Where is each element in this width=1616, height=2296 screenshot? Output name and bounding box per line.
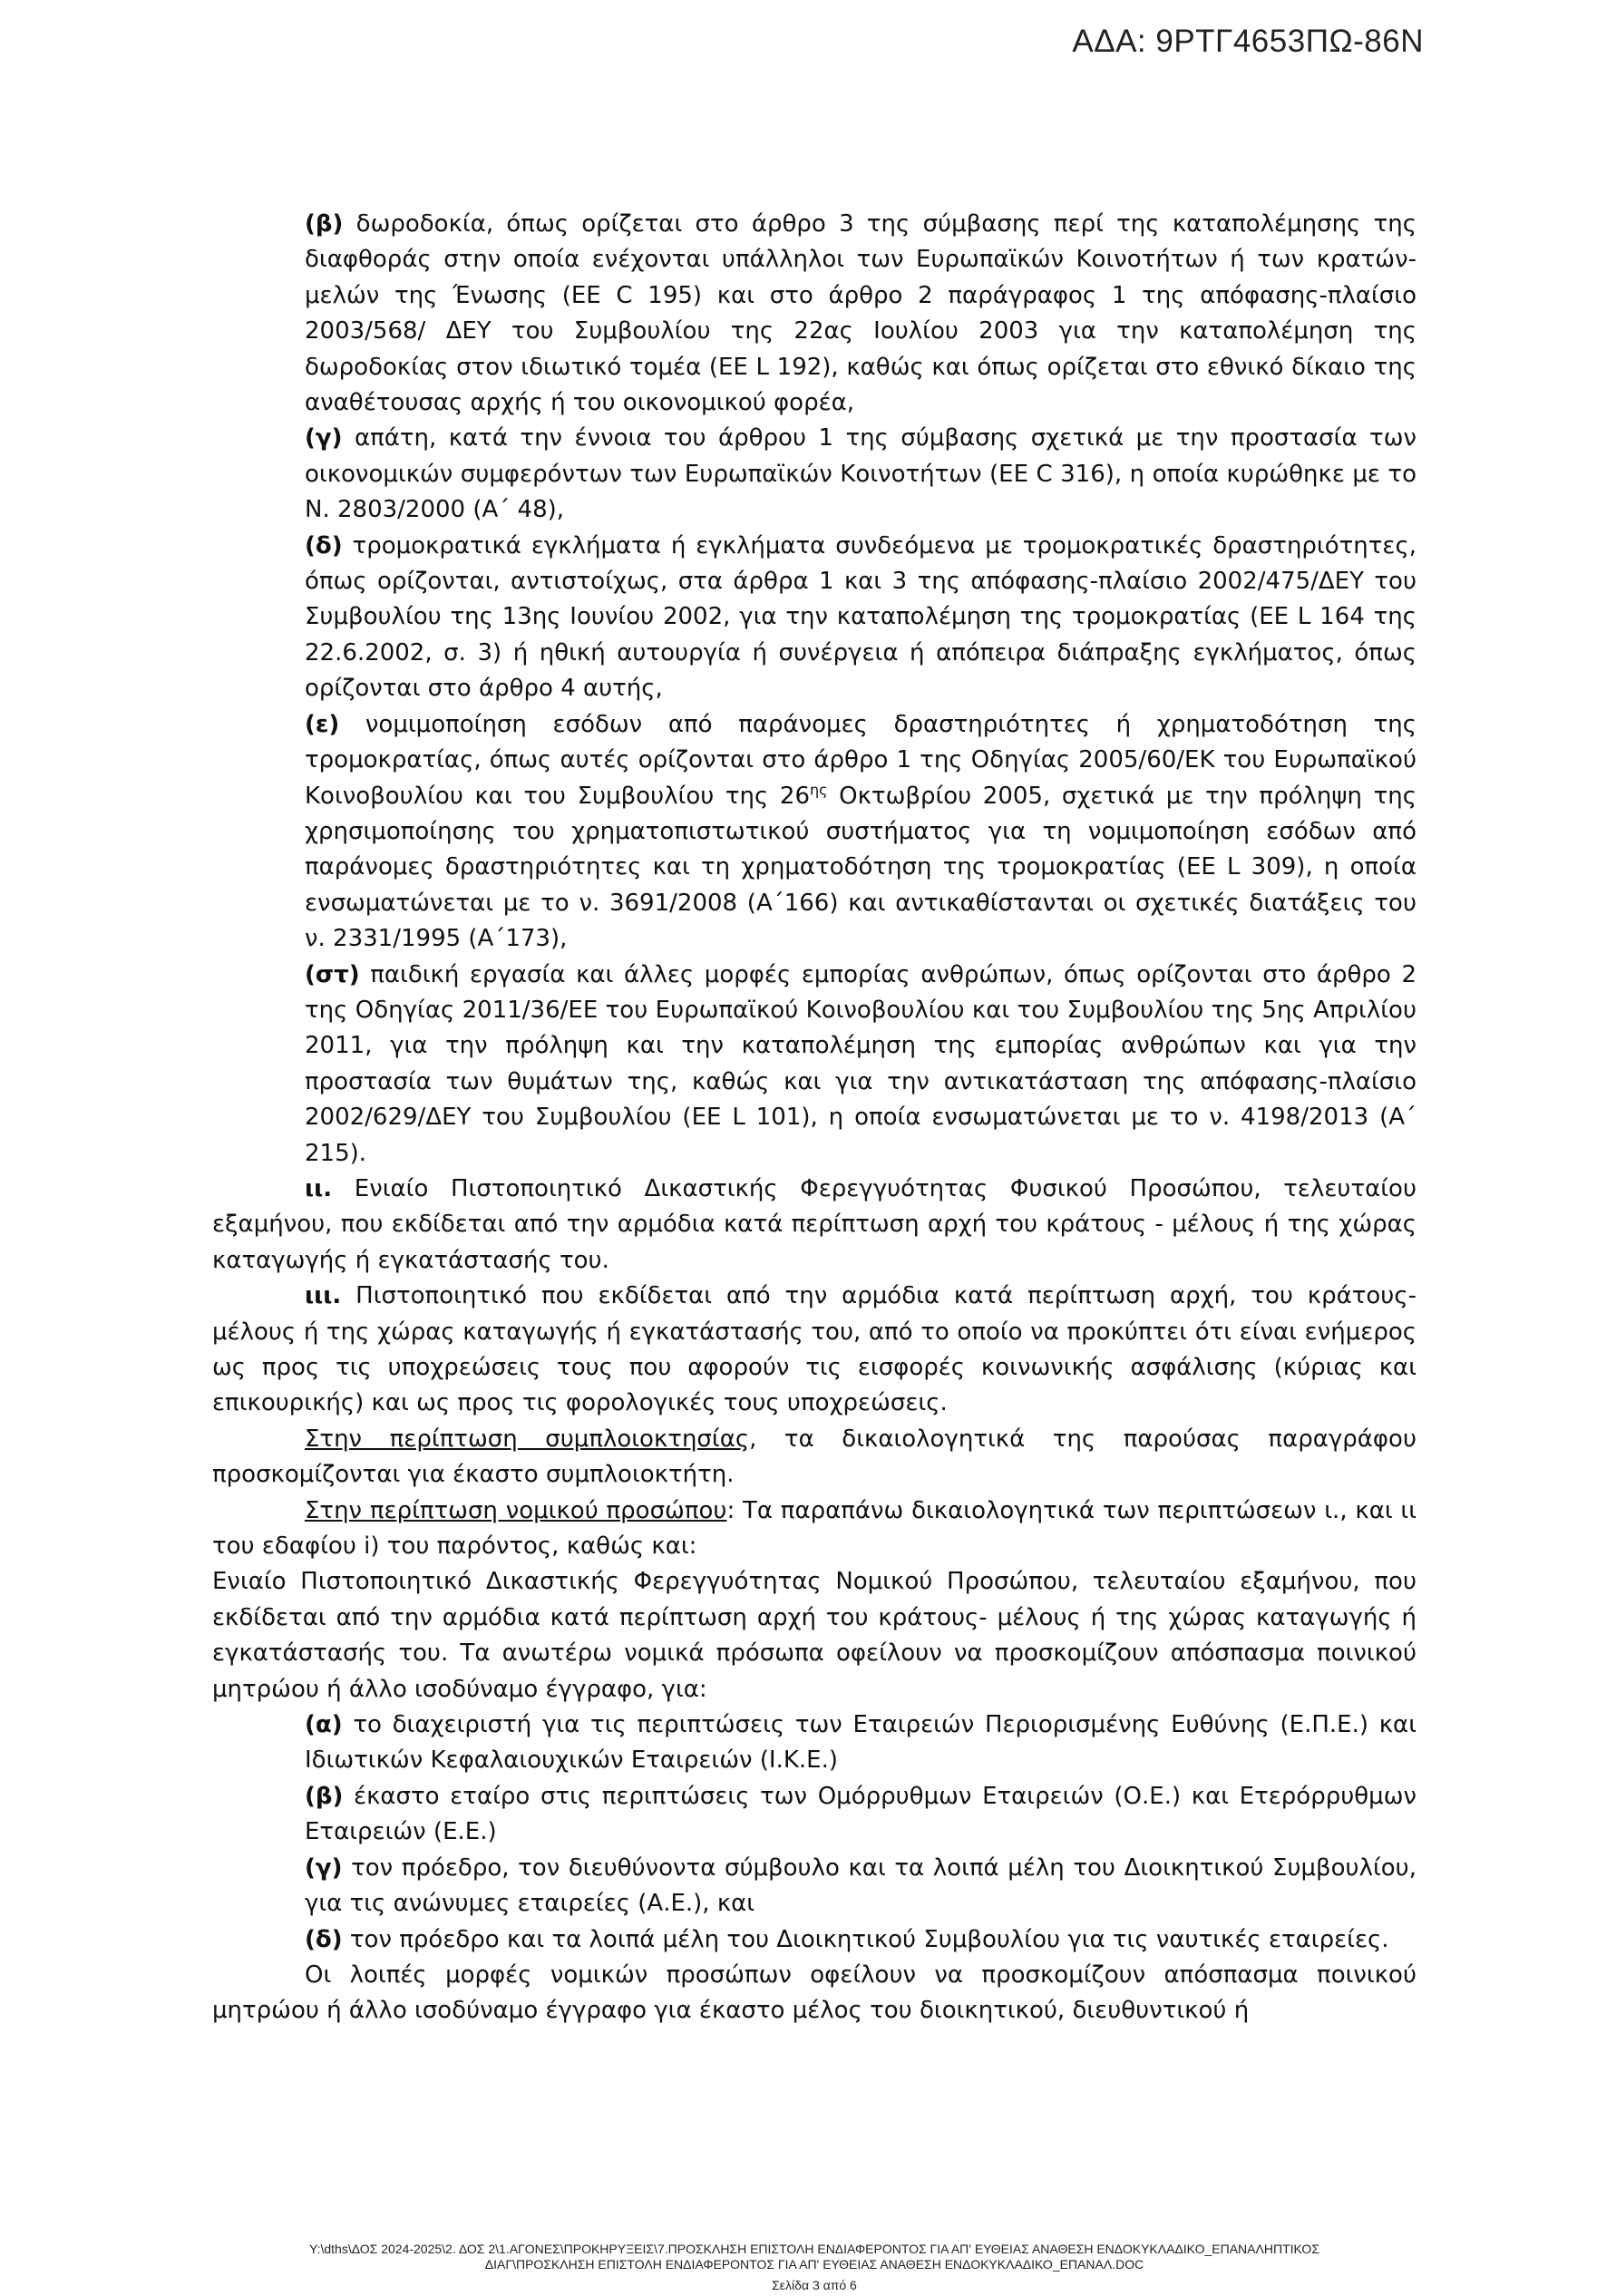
paragraph-legal-entity [212,1493,1416,1565]
item-text: τον πρόεδρο και τα λοιπά μέλη του Διοικητικού Συμβουλίου για τις ναυτικές εταιρείες. [342,1925,1389,1953]
item-text: τρομοκρατικά εγκλήματα ή εγκλήματα συνδεόμενα με τρομοκρατικές δραστηριότητες, όπως ορίζονται, αντιστοίχως, στα άρθρα 1 και 3 της απόφασης-πλαίσιο 2002/475/ΔΕΥ του Συμβουλίου της 13ης Ιουνίου 2002, για την καταπολέμηση της τρομοκρατίας (ΕΕ L 164 της 22.6.2002, σ. 3) ή ηθική αυτουργία ή συνέργεια ή απόπειρα διάπραξης εγκλήματος, όπως ορίζονται στο άρθρο 4 αυτής, [305,531,1416,703]
paragraph-ii [212,1172,1416,1279]
footer-file-path [212,2242,1416,2272]
document-body [212,207,1416,2029]
paragraph-text: Ενιαίο Πιστοποιητικό Δικαστικής Φερεγγυότητας Φυσικού Προσώπου, τελευταίου εξαμήνου, που εκδίδεται από την αρμόδια κατά περίπτωση αρχή του κράτους - μέλους ή της χώρας καταγωγής ή εγκατάστασής του. [212,1174,1416,1274]
item-text: νομιμοποίηση εσόδων από παράνομες δραστηριότητες ή χρηματοδότηση της τρομοκρατίας, όπως αυτές ορίζονται στο άρθρο 1 της Οδηγίας 2005/60/ΕΚ του Ευρωπαϊκού Κοινοβουλίου και του Συμβουλίου της 26 [305,710,1416,810]
item-b [212,207,1416,421]
paragraph-co-ownership [212,1422,1416,1493]
underlined-heading: Στην περίπτωση νομικού προσώπου [305,1496,727,1524]
item-marker: (γ) [305,424,343,452]
item-text: Οκτωβρίου 2005, σχετικά με την πρόληψη της χρησιμοποίησης του χρηματοπιστωτικού συστήματος για τη νομιμοποίηση εσόδων από παράνομες δραστηριότητες και τη χρηματοδότηση της τρομοκρατίας (ΕΕ L 309), η οποία ενσωματώνεται με το ν. 3691/2008 (Α΄166) και αντικαθίστανται οι σχετικές διατάξεις του ν. 2331/1995 (Α΄173), [305,782,1416,953]
footer-path-line: Y:\dths\ΔΟΣ 2024-2025\2. ΔΟΣ 2\1.ΑΓΟΝΕΣ\ΠΡΟΚΗΡΥΞΕΙΣ\7.ΠΡΟΣΚΛΗΣΗ ΕΠΙΣΤΟΛΗ ΕΝΔΙΑΦΕΡΟΝΤΟΣ ΓΙΑ ΑΠ' ΕΥΘΕΙΑΣ ΑΝΑΘΕΣΗ ΕΝΔΟΚΥΚΛΑΔΙΚΟ_ΕΠΑΝΑΛΗΠΤΙΚΟΣ [309,2242,1319,2256]
item-e [212,707,1416,958]
item-marker: (δ) [305,531,343,559]
paragraph-other-entities: Οι λοιπές μορφές νομικών προσώπων οφείλουν να προσκομίζουν απόσπασμα ποινικού μητρώου ή άλλο ισοδύναμο έγγραφο για έκαστο μέλος του διοικητικού, διευθυντικού ή [212,1960,1416,2025]
item-marker: (στ) [305,960,360,988]
paragraph-marker: ιιι. [305,1282,342,1310]
list-item-a [212,1707,1416,1779]
item-marker: (ε) [305,710,340,738]
page-number: Σελίδα 3 από 6 [772,2278,857,2292]
item-text: το διαχειριστή για τις περιπτώσεις των Εταιρειών Περιορισμένης Ευθύνης (Ε.Π.Ε.) και Ιδιωτικών Κεφαλαιουχικών Εταιρειών (Ι.Κ.Ε.) [305,1711,1416,1775]
item-d [212,529,1416,707]
list-item-b [212,1779,1416,1851]
paragraph-text: , τα δικαιολογητικά της παρούσας παραγράφου προσκομίζονται για έκαστο συμπλοιοκτήτη. [212,1425,1416,1489]
paragraph-text: : Τα παραπάνω δικαιολογητικά των περιπτώσεων ι., και ιι του εδαφίου i) του παρόντος, καθώς και: [212,1496,1417,1561]
paragraph-certificate: Ενιαίο Πιστοποιητικό Δικαστικής Φερεγγυότητας Νομικού Προσώπου, τελευταίου εξαμήνου, που εκδίδεται από την αρμόδια κατά περίπτωση αρχή του κράτους- μέλους ή της χώρας καταγωγής ή εγκατάστασής του. Τα ανωτέρω νομικά πρόσωπα οφείλουν να προσκομίζουν απόσπασμα ποινικού μητρώου ή άλλο ισοδύναμο έγγραφο, για: [212,1568,1416,1703]
item-marker: (β) [305,1782,344,1810]
paragraph-marker: ιι. [305,1174,333,1202]
item-marker: (γ) [305,1853,343,1882]
item-text: παιδική εργασία και άλλες μορφές εμπορίας ανθρώπων, όπως ορίζονται στο άρθρο 2 της Οδηγίας 2011/36/ΕΕ του Ευρωπαϊκού Κοινοβουλίου και του Συμβουλίου της 5ης Απριλίου 2011, για την πρόληψη και την καταπολέμηση της εμπορίας ανθρώπων και για την προστασία των θυμάτων της, καθώς και για την αντικατάσταση της απόφασης-πλαίσιο 2002/629/ΔΕΥ του Συμβουλίου (ΕΕ L 101), η οποία ενσωματώνεται με το ν. 4198/2013 (Α΄ 215). [305,960,1416,1167]
item-g [212,421,1416,528]
underlined-heading: Στην περίπτωση συμπλοιοκτησίας [305,1425,750,1453]
paragraph-iii [212,1279,1416,1422]
item-text: δωροδοκία, όπως ορίζεται στο άρθρο 3 της σύμβασης περί της καταπολέμησης της διαφθοράς στην οποία ενέχονται υπάλληλοι των Ευρωπαϊκών Κοινοτήτων ή των κρατών-μελών της Ένωσης (ΕΕ C 195) και στο άρθρο 2 παράγραφος 1 της απόφασης-πλαίσιο 2003/568/ ΔΕΥ του Συμβουλίου της 22ας Ιουλίου 2003 για την καταπολέμηση της δωροδοκίας στον ιδιωτικό τομέα (ΕΕ L 192), καθώς και όπως ορίζεται στο εθνικό δίκαιο της αναθέτουσας αρχής ή του οικονομικού φορέα, [305,210,1416,417]
item-text: έκαστο εταίρο στις περιπτώσεις των Ομόρρυθμων Εταιρειών (Ο.Ε.) και Ετερόρρυθμων Εταιρειών (Ε.Ε.) [305,1782,1416,1846]
footer-path-line: ΔΙΑΓ\ΠΡΟΣΚΛΗΣΗ ΕΠΙΣΤΟΛΗ ΕΝΔΙΑΦΕΡΟΝΤΟΣ ΓΙΑ ΑΠ' ΕΥΘΕΙΑΣ ΑΝΑΘΕΣΗ ΕΝΔΟΚΥΚΛΑΔΙΚΟ_ΕΠΑΝΑΛ.DOC [484,2257,1144,2272]
item-marker: (δ) [305,1925,343,1953]
list-item-d [212,1922,1416,1958]
ordinal-superscript: ης [809,780,828,798]
ada-code: ΑΔΑ: 9ΡΤΓ4653ΠΩ-86Ν [1072,24,1424,59]
item-text: απάτη, κατά την έννοια του άρθρου 1 της σύμβασης σχετικά με την προστασία των οικονομικών συμφερόντων των Ευρωπαϊκών Κοινοτήτων (ΕΕ C 316), η οποία κυρώθηκε με το Ν. 2803/2000 (Α΄ 48), [305,424,1416,524]
item-text: τον πρόεδρο, τον διευθύνοντα σύμβουλο και τα λοιπά μέλη του Διοικητικού Συμβουλίου, για τις ανώνυμες εταιρείες (Α.Ε.), και [305,1853,1416,1918]
list-item-g [212,1851,1416,1922]
item-marker: (β) [305,210,344,238]
item-marker: (α) [305,1711,343,1739]
item-st [212,958,1416,1172]
paragraph-text: Πιστοποιητικό που εκδίδεται από την αρμόδια κατά περίπτωση αρχή, του κράτους-μέλους ή της χώρας καταγωγής ή εγκατάστασής του, από το οποίο να προκύπτει ότι είναι ενήμερος ως προς τις υποχρεώσεις τους που αφορούν τις εισφορές κοινωνικής ασφάλισης (κύριας και επικουρικής) και ως προς τις φορολογικές τους υποχρεώσεις. [212,1282,1416,1417]
